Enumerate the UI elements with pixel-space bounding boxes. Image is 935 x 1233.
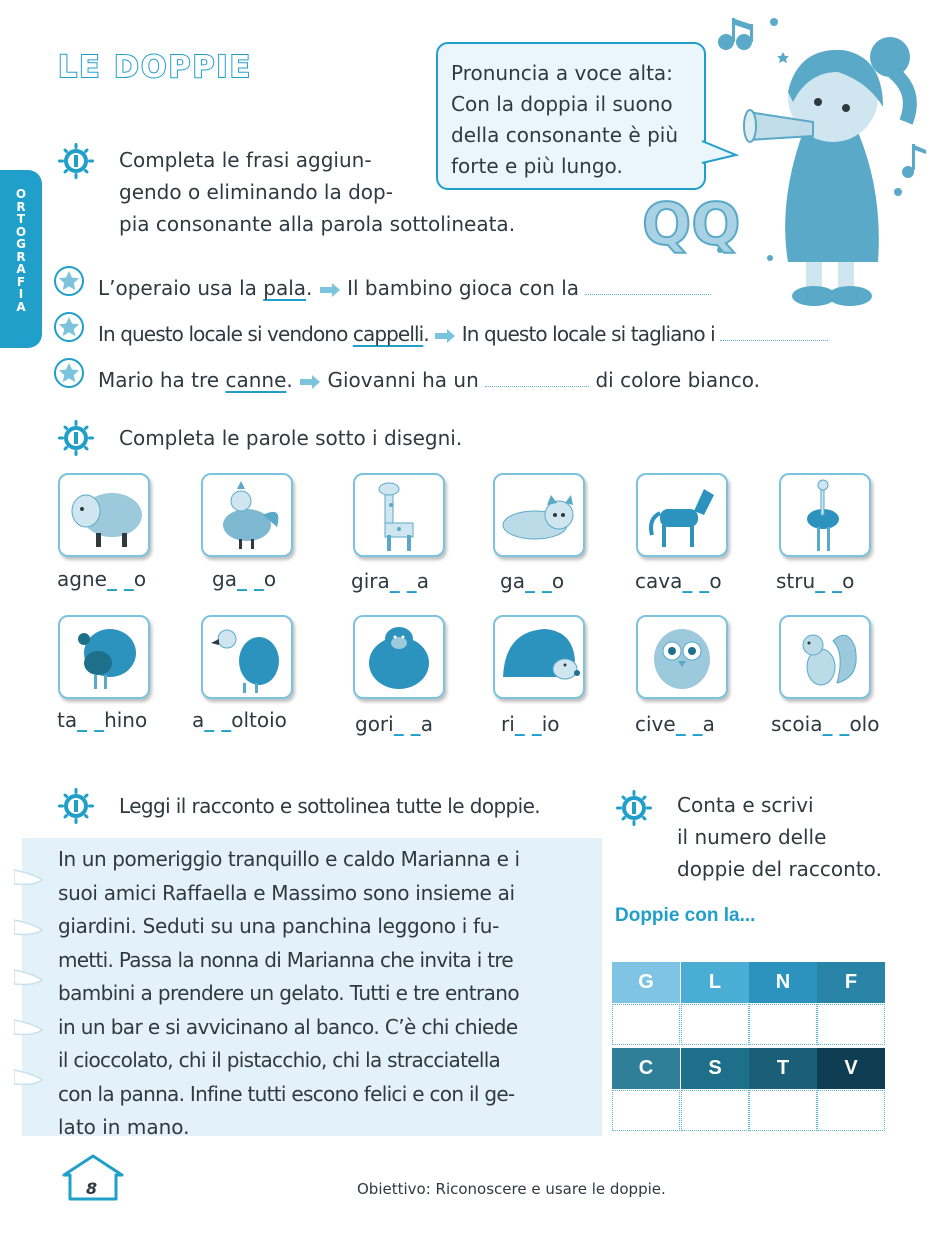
side-tab-letter: A: [16, 262, 26, 276]
side-tab-letter: F: [16, 274, 26, 289]
picture-card: [493, 473, 585, 557]
table-answer-cell[interactable]: [817, 1090, 885, 1131]
arrow-icon: [434, 329, 456, 343]
picture-card: [779, 473, 871, 557]
side-tab-letter: I: [18, 287, 24, 301]
star-icon: [54, 312, 84, 342]
word-item[interactable]: ga_ _o: [212, 567, 277, 591]
sentence-text: Mario ha tre: [98, 368, 226, 392]
word-item[interactable]: ri_ _io: [501, 712, 560, 736]
picture-card: [201, 615, 293, 699]
sentence-2: [98, 318, 828, 350]
table-answer-cell[interactable]: [612, 1090, 680, 1131]
side-tab-letter: A: [16, 299, 26, 314]
sentence-text: In questo locale si vendono: [98, 322, 353, 346]
sentence-text: L’operaio usa la: [98, 276, 264, 300]
table-header-cell: T: [749, 1048, 817, 1089]
table-title: Doppie con la...: [615, 905, 756, 926]
table-answer-cell[interactable]: [749, 1004, 817, 1045]
picture-card: [58, 615, 150, 699]
word-item[interactable]: gori_ _a: [355, 712, 433, 736]
sentence-text: .: [423, 322, 429, 346]
side-tab-letter: G: [16, 237, 26, 251]
side-tab-letter: O: [15, 224, 27, 239]
exercise1-instruction-line1: Completa le frasi aggiun-: [119, 148, 372, 172]
story-line: In un pomeriggio tranquillo e caldo Marianna e i: [58, 847, 520, 871]
story-line: suoi amici Raffaella e Massimo sono insieme ai: [58, 880, 515, 905]
vulture-icon: [203, 617, 291, 697]
side-tab-letter: O: [15, 187, 27, 201]
answer-blank[interactable]: [485, 368, 589, 387]
gorilla-icon: [355, 617, 443, 697]
word-item[interactable]: stru_ _o: [776, 569, 855, 593]
side-tab-letter: R: [16, 199, 26, 214]
table-answer-cell[interactable]: [681, 1090, 749, 1131]
ostrich-icon: [781, 475, 869, 555]
exercise-badge-icon: [58, 420, 94, 456]
bubble-line: Pronuncia a voce alta:: [451, 61, 673, 85]
squirrel-icon: [781, 617, 869, 697]
underlined-word: cappelli: [352, 322, 424, 346]
word-item[interactable]: a_ _oltoio: [192, 708, 287, 732]
picture-card: [779, 615, 871, 699]
exercise-badge-icon: [58, 788, 94, 824]
exercise1-instruction-line3: pia consonante alla parola sottolineata.: [119, 212, 516, 236]
side-tab-letter: R: [16, 249, 26, 264]
word-item[interactable]: scoia_ _olo: [771, 712, 880, 736]
picture-card: [201, 473, 293, 557]
bubble-line: della consonante è più: [451, 123, 678, 147]
word-item[interactable]: cava_ _o: [635, 569, 722, 593]
story-line: bambini a prendere un gelato. Tutti e tre entrano: [58, 981, 519, 1005]
word-item[interactable]: cive_ _a: [635, 712, 715, 736]
star-icon: [54, 358, 84, 388]
underlined-word: pala: [263, 276, 307, 300]
picture-card: [493, 615, 585, 699]
story-text: [58, 843, 593, 1145]
exercise-badge-icon: [58, 143, 94, 179]
answer-blank[interactable]: [585, 276, 711, 295]
page-number: 8: [86, 1179, 98, 1198]
table-header-cell: G: [612, 962, 680, 1003]
word-item[interactable]: agne_ _o: [57, 567, 147, 591]
sheep-icon: [60, 475, 148, 555]
table-answer-cell[interactable]: [681, 1004, 749, 1045]
table-answer-cell[interactable]: [749, 1090, 817, 1131]
answer-blank[interactable]: [720, 322, 828, 341]
hedgehog-icon: [495, 617, 583, 697]
footer-objective: Obiettivo: Riconoscere e usare le doppie.: [357, 1180, 666, 1198]
side-tab: [0, 170, 42, 348]
page-title: LE DOPPIE: [58, 50, 253, 85]
table-header-cell: S: [681, 1048, 749, 1089]
sentence-text: Il bambino gioca con la: [347, 276, 580, 300]
picture-card: [58, 473, 150, 557]
rooster-icon: [203, 475, 291, 555]
exercise4-instruction-line2: il numero delle: [677, 825, 827, 849]
bubble-line: Con la doppia il suono: [451, 92, 673, 116]
table-header-cell: V: [817, 1048, 885, 1089]
sentence-text: In questo locale si tagliano i: [461, 322, 715, 346]
word-item[interactable]: gira_ _a: [351, 569, 429, 593]
sentence-text: di colore bianco.: [595, 368, 760, 392]
word-item[interactable]: ga_ _o: [500, 569, 565, 593]
turkey-icon: [60, 617, 148, 697]
story-line: giardini. Seduti su una panchina leggono i fu-: [58, 914, 500, 938]
story-line: il cioccolato, chi il pistacchio, chi la stracciatella: [58, 1048, 501, 1072]
sentence-text: .: [306, 276, 313, 300]
picture-card: [353, 615, 445, 699]
story-line: in un bar e si avvicinano al banco. C’è chi chiede: [58, 1014, 518, 1039]
picture-card: [636, 473, 728, 557]
sentence-text: Giovanni ha un: [327, 368, 479, 392]
arrow-icon: [299, 375, 321, 389]
underlined-word: canne: [225, 368, 287, 392]
horse-icon: [638, 475, 726, 555]
owl-icon: [638, 617, 726, 697]
girl-trumpet-illustration-icon: [628, 12, 928, 312]
table-header-cell: F: [817, 962, 885, 1003]
story-line: con la panna. Infine tutti escono felici e con il ge-: [58, 1081, 515, 1106]
bubble-line: forte e più lungo.: [451, 154, 623, 178]
giraffe-icon: [355, 475, 443, 555]
table-header-cell: L: [681, 962, 749, 1003]
exercise3-instruction: Leggi il racconto e sottolinea tutte le doppie.: [119, 794, 541, 818]
word-item[interactable]: ta_ _hino: [57, 708, 148, 732]
table-answer-cell[interactable]: [817, 1004, 885, 1045]
arrow-icon: [319, 283, 341, 297]
story-line: metti. Passa la nonna di Marianna che invita i tre: [58, 947, 514, 972]
svg-text:QQ: QQ: [642, 190, 741, 258]
exercise4-instruction-line1: Conta e scrivi: [677, 793, 814, 817]
exercise-badge-icon: [616, 790, 652, 826]
picture-card: [353, 473, 445, 557]
story-line: lato in mano.: [58, 1115, 190, 1139]
paper-torn-edge-icon: [14, 840, 44, 1136]
sentence-text: .: [286, 368, 293, 392]
table-answer-cell[interactable]: [612, 1004, 680, 1045]
table-header-cell: C: [612, 1048, 680, 1089]
cat-icon: [495, 475, 583, 555]
table-header-cell: N: [749, 962, 817, 1003]
side-tab-letter: T: [16, 212, 26, 226]
star-icon: [54, 266, 84, 296]
exercise1-instruction-line2: gendo o eliminando la dop-: [119, 180, 393, 204]
picture-card: [636, 615, 728, 699]
exercise2-instruction: Completa le parole sotto i disegni.: [119, 426, 463, 450]
exercise4-instruction-line3: doppie del racconto.: [677, 857, 882, 881]
sentence-1: [98, 272, 711, 304]
side-tab-label: [0, 188, 42, 313]
sentence-3: [98, 364, 760, 396]
